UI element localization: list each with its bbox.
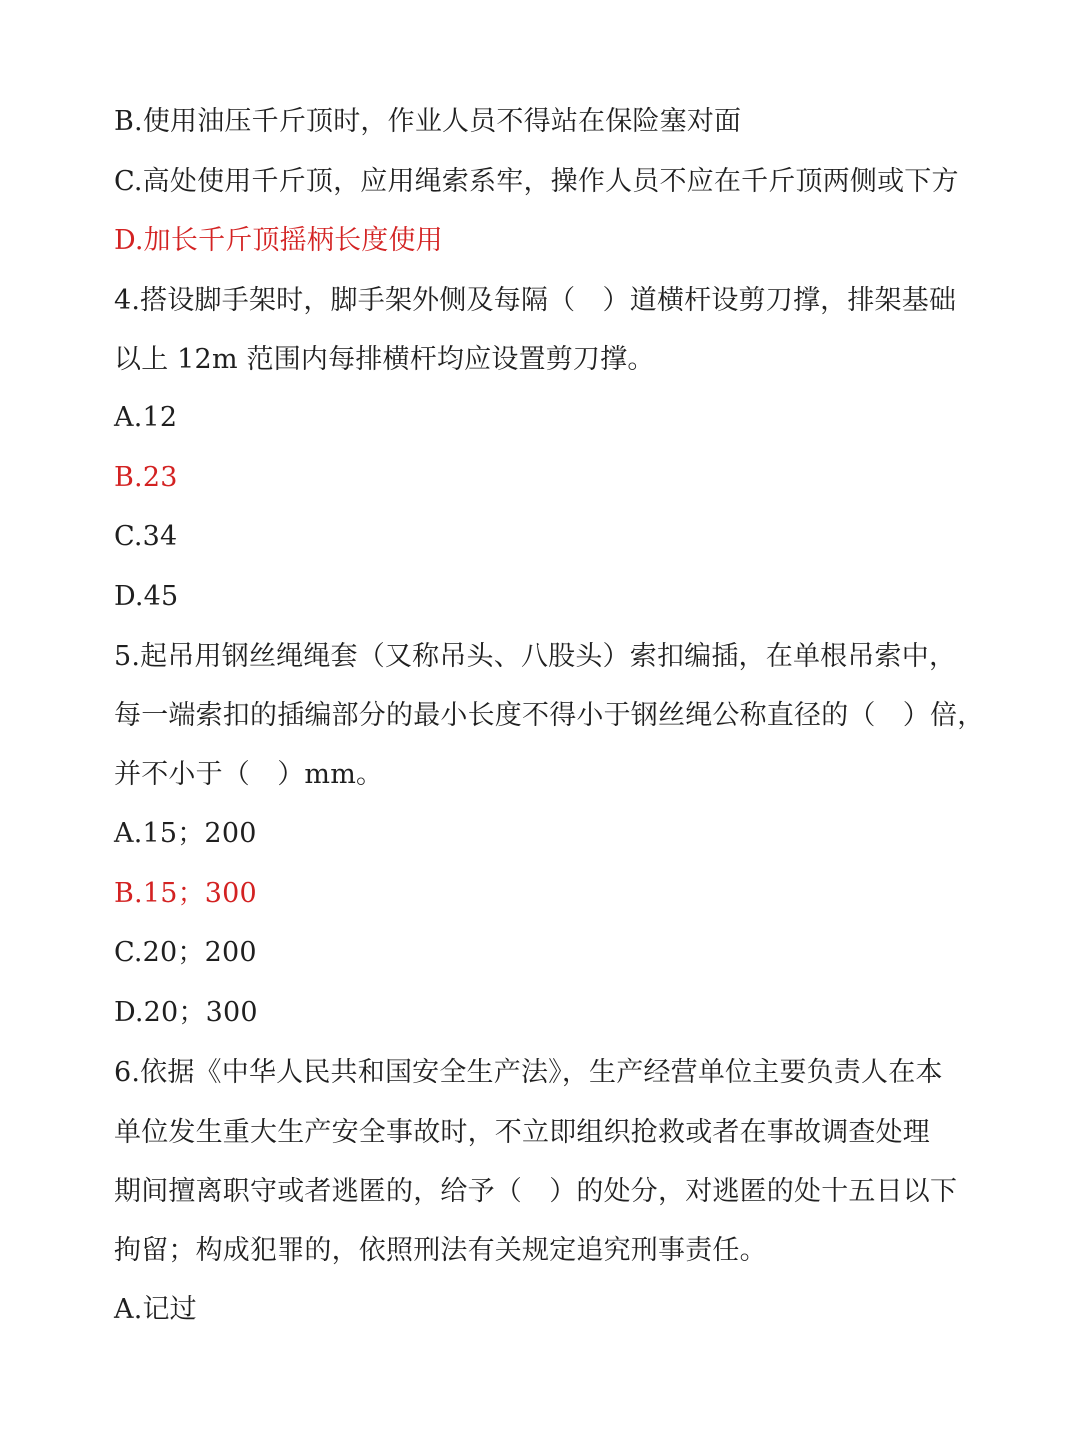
q5-question-line-2: 每一端索扣的插编部分的最小长度不得小于钢丝绳公称直径的（ ）倍， — [114, 700, 985, 731]
q4-option-b-answer: B.23 — [114, 462, 178, 493]
q5-option-d: D.20；300 — [114, 997, 258, 1028]
q5-question-line-3: 并不小于（ ）mm。 — [114, 759, 384, 790]
q3-option-d-answer: D.加长千斤顶摇柄长度使用 — [114, 225, 443, 256]
q6-option-a: A.记过 — [114, 1294, 197, 1325]
q3-option-c: C.高处使用千斤顶，应用绳索系牢，操作人员不应在千斤顶两侧或下方 — [114, 166, 959, 197]
q6-question-line-3: 期间擅离职守或者逃匿的，给予（ ）的处分，对逃匿的处十五日以下 — [114, 1176, 958, 1207]
q5-option-a: A.15；200 — [114, 818, 257, 849]
q4-question-line-1: 4.搭设脚手架时，脚手架外侧及每隔（ ）道横杆设剪刀撑，排架基础 — [114, 285, 957, 316]
q4-option-c: C.34 — [114, 521, 178, 552]
q4-option-d: D.45 — [114, 581, 179, 612]
q6-question-line-1: 6.依据《中华人民共和国安全生产法》，生产经营单位主要负责人在本 — [114, 1057, 943, 1088]
q6-question-line-2: 单位发生重大生产安全事故时，不立即组织抢救或者在事故调查处理 — [114, 1117, 930, 1148]
q3-option-b: B.使用油压千斤顶时，作业人员不得站在保险塞对面 — [114, 106, 742, 137]
q5-option-c: C.20；200 — [114, 937, 257, 968]
q6-question-line-4: 拘留；构成犯罪的，依照刑法有关规定追究刑事责任。 — [114, 1235, 767, 1266]
q4-option-a: A.12 — [114, 402, 178, 433]
q4-question-line-2: 以上 12m 范围内每排横杆均应设置剪刀撑。 — [114, 344, 655, 375]
q5-question-line-1: 5.起吊用钢丝绳绳套（又称吊头、八股头）索扣编插，在单根吊索中， — [114, 641, 957, 672]
q5-option-b-answer: B.15；300 — [114, 878, 257, 909]
